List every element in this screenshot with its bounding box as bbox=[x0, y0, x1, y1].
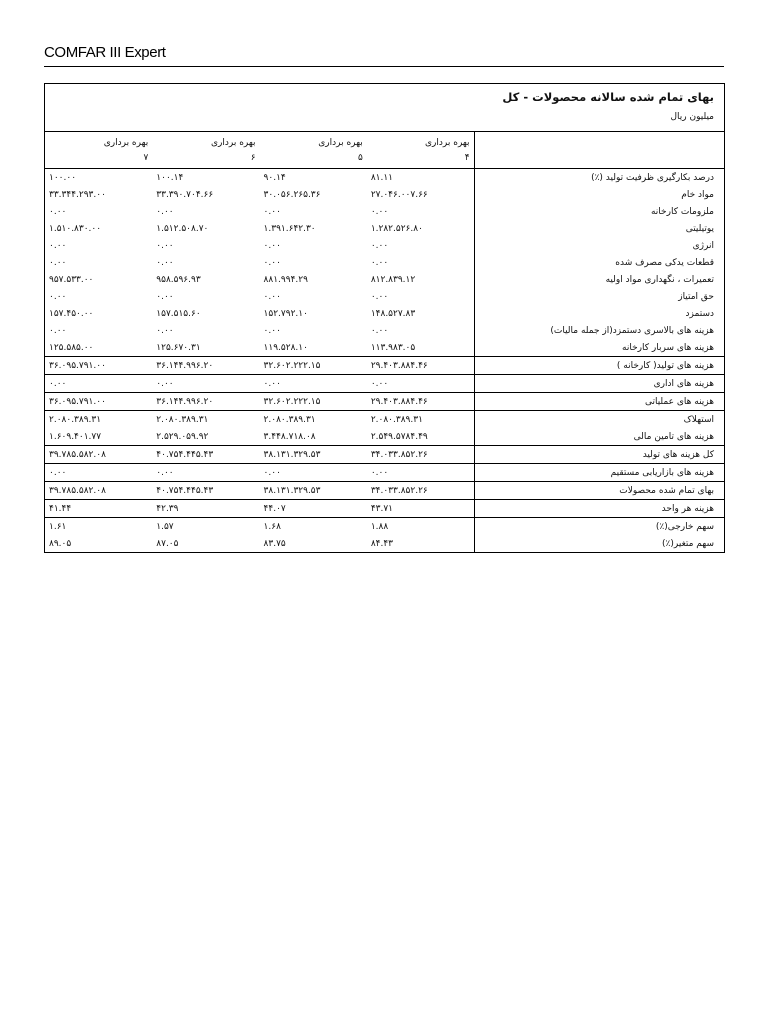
table-row bbox=[45, 428, 724, 446]
table-row bbox=[45, 186, 724, 203]
row-value-cell: ۹۵۷.۵۳۳.۰۰ bbox=[49, 275, 94, 285]
column-header-year: ۴ bbox=[464, 153, 470, 163]
row-value-cell: ۱.۶۰۹.۴۰۱.۷۷ bbox=[49, 432, 102, 442]
row-value-cell: ۱.۳۹۱.۶۴۲.۳۰ bbox=[263, 224, 316, 234]
table-row bbox=[45, 518, 724, 536]
table-row bbox=[45, 535, 724, 552]
row-value-cell: ۳۴.۰۳۳.۸۵۲.۲۶ bbox=[367, 482, 474, 500]
row-value-cell: ۰.۰۰ bbox=[49, 207, 67, 217]
row-value-cell: ۱۱۹.۵۲۸.۱۰ bbox=[263, 343, 308, 353]
row-label: درصد بکارگیری ظرفیت تولید (٪) bbox=[474, 169, 724, 187]
row-value-cell: ۰.۰۰ bbox=[156, 258, 174, 268]
table-row bbox=[45, 169, 724, 187]
row-value-cell: ۱۵۷.۴۵۰.۰۰ bbox=[49, 309, 94, 319]
row-value-cell: ۱۰۰.۰۰ bbox=[45, 169, 152, 187]
column-header-year: ۷ bbox=[143, 153, 149, 163]
cost-table bbox=[45, 132, 724, 552]
row-value-cell: ۳۴.۰۳۳.۸۵۲.۲۶ bbox=[367, 446, 474, 464]
row-label: استهلاک bbox=[474, 411, 724, 429]
row-value-cell: ۰.۰۰ bbox=[49, 292, 67, 302]
row-value-cell: ۳۳.۳۹۰.۷۰۴.۶۶ bbox=[156, 190, 214, 200]
column-header-label: بهره برداری bbox=[103, 138, 149, 148]
header-label-cell bbox=[474, 132, 724, 169]
row-label: قطعات یدکی مصرف شده bbox=[474, 254, 724, 271]
row-label: هزینه های اداری bbox=[474, 375, 724, 393]
row-value-cell: ۰.۰۰ bbox=[367, 375, 474, 393]
row-label: تعمیرات ، نگهداری مواد اولیه bbox=[474, 271, 724, 288]
table-row bbox=[45, 322, 724, 339]
row-value-cell: ۳۶.۰۹۵.۷۹۱.۰۰ bbox=[45, 393, 152, 411]
table-row bbox=[45, 288, 724, 305]
row-value-cell: ۱.۵۱۲.۵۰۸.۷۰ bbox=[156, 224, 209, 234]
row-value-cell: ۸۳.۷۵ bbox=[263, 539, 286, 549]
table-row bbox=[45, 500, 724, 518]
row-value-cell: ۱۰۰.۱۴ bbox=[152, 169, 259, 187]
row-value-cell: ۳۸.۱۳۱.۳۲۹.۵۳ bbox=[260, 482, 367, 500]
row-label: هزینه هر واحد bbox=[474, 500, 724, 518]
row-label: یوتیلیتی bbox=[474, 220, 724, 237]
row-label: کل هزینه های تولید bbox=[474, 446, 724, 464]
row-label: هزینه های سربار کارخانه bbox=[474, 339, 724, 357]
row-value-cell: ۳۶.۱۴۴.۹۹۶.۲۰ bbox=[152, 393, 259, 411]
row-value-cell: ۰.۰۰ bbox=[260, 375, 367, 393]
column-header-label: بهره برداری bbox=[318, 138, 363, 148]
row-value-cell: ۰.۰۰ bbox=[260, 464, 367, 482]
row-value-cell: ۰.۰۰ bbox=[49, 241, 67, 251]
table-row bbox=[45, 305, 724, 322]
table-header-row bbox=[45, 132, 724, 169]
row-value-cell: ۱.۶۸ bbox=[260, 518, 367, 536]
row-label: هزینه های بالاسری دستمزد(از جمله مالیات) bbox=[474, 322, 724, 339]
column-header-year-5 bbox=[260, 132, 367, 169]
row-value-cell: ۴۱.۴۴ bbox=[45, 500, 152, 518]
row-value-cell: ۰.۰۰ bbox=[370, 241, 389, 251]
table-row bbox=[45, 203, 724, 220]
row-value-cell: ۲.۰۸۰.۳۸۹.۳۱ bbox=[367, 411, 474, 429]
column-header-label: بهره برداری bbox=[210, 138, 256, 148]
table-row bbox=[45, 357, 724, 375]
table-row bbox=[45, 446, 724, 464]
row-value-cell: ۱.۶۱ bbox=[45, 518, 152, 536]
column-header-year-4 bbox=[367, 132, 474, 169]
table-row bbox=[45, 375, 724, 393]
table-row bbox=[45, 339, 724, 357]
row-label: سهم خارجی(٪) bbox=[474, 518, 724, 536]
row-value-cell: ۸۸۱.۹۹۴.۲۹ bbox=[263, 275, 308, 285]
row-value-cell: ۸۱.۱۱ bbox=[367, 169, 474, 187]
title-divider bbox=[44, 66, 724, 67]
row-label: سهم متغیر(٪) bbox=[474, 535, 724, 552]
table-row bbox=[45, 271, 724, 288]
row-value-cell: ۴۰.۷۵۴.۴۴۵.۴۳ bbox=[152, 482, 259, 500]
row-value-cell: ۰.۰۰ bbox=[49, 326, 67, 336]
row-value-cell: ۳۹.۷۸۵.۵۸۲.۰۸ bbox=[45, 482, 152, 500]
row-label: هزینه های عملیاتی bbox=[474, 393, 724, 411]
row-value-cell: ۹۰.۱۴ bbox=[260, 169, 367, 187]
row-value-cell: ۱۱۳.۹۸۳.۰۵ bbox=[370, 343, 416, 353]
row-value-cell: ۱۲۵.۶۷۰.۳۱ bbox=[156, 343, 201, 353]
row-value-cell: ۸۹.۰۵ bbox=[49, 539, 72, 549]
row-value-cell: ۰.۰۰ bbox=[370, 207, 389, 217]
row-value-cell: ۰.۰۰ bbox=[156, 241, 174, 251]
row-value-cell: ۰.۰۰ bbox=[45, 464, 152, 482]
table-row bbox=[45, 254, 724, 271]
table-row bbox=[45, 237, 724, 254]
row-value-cell: ۰.۰۰ bbox=[370, 258, 389, 268]
row-value-cell: ۰.۰۰ bbox=[152, 375, 259, 393]
row-value-cell: ۰.۰۰ bbox=[156, 292, 174, 302]
row-value-cell: ۰.۰۰ bbox=[156, 207, 174, 217]
row-label: حق امتیاز bbox=[474, 288, 724, 305]
table-row bbox=[45, 411, 724, 429]
row-value-cell: ۰.۰۰ bbox=[45, 375, 152, 393]
row-label: هزینه های تامین مالی bbox=[474, 428, 724, 446]
row-value-cell: ۱.۸۸ bbox=[367, 518, 474, 536]
row-value-cell: ۱۵۷.۵۱۵.۶۰ bbox=[156, 309, 201, 319]
cost-report-panel bbox=[44, 83, 725, 553]
column-header-year-6 bbox=[152, 132, 259, 169]
row-label: انرژی bbox=[474, 237, 724, 254]
row-label: هزینه های تولید( کارخانه ) bbox=[474, 357, 724, 375]
row-value-cell: ۴۰.۷۵۴.۴۴۵.۴۳ bbox=[152, 446, 259, 464]
row-value-cell: ۸۷.۰۵ bbox=[156, 539, 179, 549]
row-value-cell: ۱۴۸.۵۲۷.۸۳ bbox=[370, 309, 416, 319]
table-row bbox=[45, 482, 724, 500]
row-value-cell: ۱۲۵.۵۸۵.۰۰ bbox=[49, 343, 94, 353]
row-value-cell: ۰.۰۰ bbox=[263, 241, 281, 251]
row-label: ملزومات کارخانه bbox=[474, 203, 724, 220]
row-value-cell: ۲.۰۸۰.۳۸۹.۳۱ bbox=[45, 411, 152, 429]
row-value-cell: ۲.۰۸۰.۳۸۹.۳۱ bbox=[152, 411, 259, 429]
row-label: هزینه های بازاریابی مستقیم bbox=[474, 464, 724, 482]
row-value-cell: ۳۲.۶۰۲.۲۲۲.۱۵ bbox=[260, 393, 367, 411]
row-value-cell: ۱۵۲.۷۹۲.۱۰ bbox=[263, 309, 308, 319]
row-value-cell: ۰.۰۰ bbox=[263, 292, 281, 302]
row-value-cell: ۸۱۲.۸۳۹.۱۲ bbox=[370, 275, 416, 285]
column-header-year: ۵ bbox=[357, 153, 363, 163]
row-value-cell: ۳۰.۰۵۶.۲۶۵.۳۶ bbox=[263, 190, 321, 200]
row-value-cell: ۴۴.۰۷ bbox=[260, 500, 367, 518]
row-value-cell: ۸۴.۴۳ bbox=[370, 539, 394, 549]
row-value-cell: ۳۳.۳۴۴.۲۹۳.۰۰ bbox=[49, 190, 106, 200]
row-value-cell: ۲۹.۴۰۳.۸۸۴.۴۶ bbox=[367, 357, 474, 375]
row-value-cell: ۰.۰۰ bbox=[367, 464, 474, 482]
row-value-cell: ۰.۰۰ bbox=[263, 258, 281, 268]
row-value-cell: ۹۵۸.۵۹۶.۹۳ bbox=[156, 275, 201, 285]
row-value-cell: ۰.۰۰ bbox=[263, 207, 281, 217]
row-value-cell: ۳۶.۱۴۴.۹۹۶.۲۰ bbox=[152, 357, 259, 375]
row-value-cell: ۳۹.۷۸۵.۵۸۲.۰۸ bbox=[45, 446, 152, 464]
table-row bbox=[45, 464, 724, 482]
row-value-cell: ۴۳.۷۱ bbox=[367, 500, 474, 518]
row-value-cell: ۲.۰۸۰.۳۸۹.۳۱ bbox=[260, 411, 367, 429]
row-value-cell: ۱.۲۸۲.۵۲۶.۸۰ bbox=[370, 224, 423, 234]
row-value-cell: ۲.۵۴۹.۵۷۸۴.۴۹ bbox=[370, 432, 428, 442]
table-row bbox=[45, 220, 724, 237]
row-value-cell: ۲۹.۴۰۳.۸۸۴.۴۶ bbox=[367, 393, 474, 411]
app-title: COMFAR III Expert bbox=[44, 44, 166, 61]
column-header-label: بهره برداری bbox=[425, 138, 470, 148]
row-value-cell: ۳۸.۱۳۱.۳۲۹.۵۳ bbox=[260, 446, 367, 464]
row-value-cell: ۳.۴۴۸.۷۱۸.۰۸ bbox=[263, 432, 316, 442]
row-value-cell: ۲۷.۰۴۶.۰۰۷.۶۶ bbox=[370, 190, 428, 200]
report-header bbox=[45, 84, 724, 132]
cost-table-body bbox=[45, 132, 724, 552]
row-value-cell: ۰.۰۰ bbox=[156, 326, 174, 336]
column-header-year-7 bbox=[45, 132, 152, 169]
row-value-cell: ۲.۵۲۹.۰۵۹.۹۲ bbox=[156, 432, 209, 442]
row-value-cell: ۱.۵۱۰.۸۳۰.۰۰ bbox=[49, 224, 102, 234]
row-label: دستمزد bbox=[474, 305, 724, 322]
row-label: بهای تمام شده محصولات bbox=[474, 482, 724, 500]
row-value-cell: ۰.۰۰ bbox=[49, 258, 67, 268]
row-value-cell: ۳۲.۶۰۲.۲۲۲.۱۵ bbox=[260, 357, 367, 375]
row-value-cell: ۳۶.۰۹۵.۷۹۱.۰۰ bbox=[45, 357, 152, 375]
row-value-cell: ۰.۰۰ bbox=[263, 326, 281, 336]
column-header-year: ۶ bbox=[250, 153, 256, 163]
row-label: مواد خام bbox=[474, 186, 724, 203]
row-value-cell: ۱.۵۷ bbox=[152, 518, 259, 536]
row-value-cell: ۰.۰۰ bbox=[370, 326, 389, 336]
row-value-cell: ۰.۰۰ bbox=[152, 464, 259, 482]
table-row bbox=[45, 393, 724, 411]
report-title: بهای تمام شده سالانه محصولات - کل bbox=[502, 90, 714, 104]
row-value-cell: ۴۲.۳۹ bbox=[152, 500, 259, 518]
report-unit: میلیون ریال bbox=[670, 112, 714, 122]
row-value-cell: ۰.۰۰ bbox=[370, 292, 389, 302]
